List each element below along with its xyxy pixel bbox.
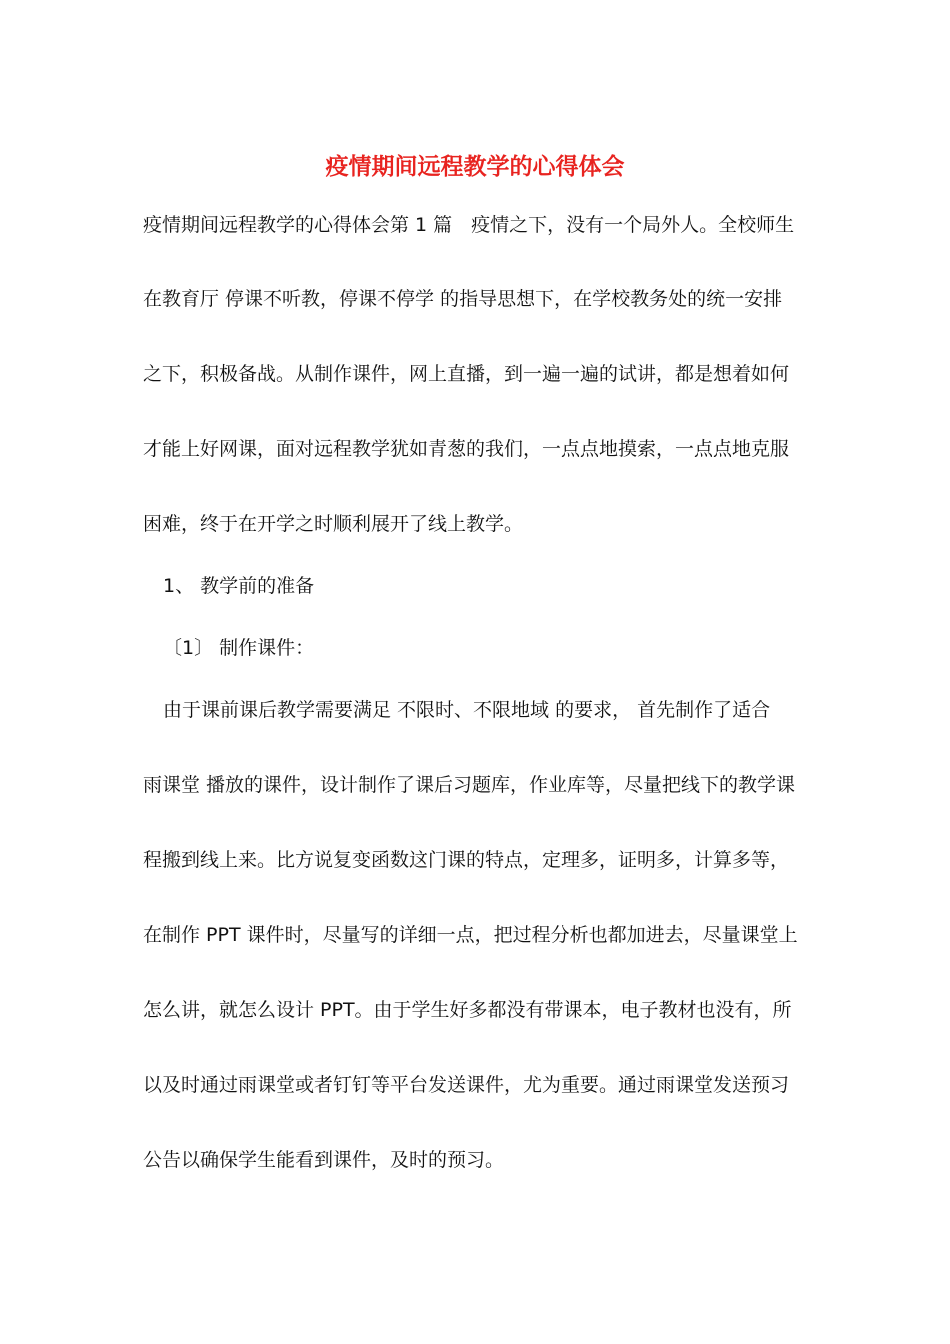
body-line-10: 程搬到线上来。比方说复变函数这门课的特点，定理多，证明多，计算多等， bbox=[143, 849, 790, 871]
subsection-heading: 〔1〕 制作课件： bbox=[163, 637, 315, 659]
body-line-12: 怎么讲，就怎么设计 PPT。由于学生好多都没有带课本，电子教材也没有，所 bbox=[143, 999, 792, 1021]
body-line-8: 由于课前课后教学需要满足 不限时、不限地域 的要求， 首先制作了适合 bbox=[163, 699, 771, 721]
body-line-2: 在教育厅 停课不听教，停课不停学 的指导思想下，在学校教务处的统一安排 bbox=[143, 288, 783, 310]
document-title: 疫情期间远程教学的心得体会 bbox=[325, 153, 625, 180]
section-heading: 1、 教学前的准备 bbox=[163, 575, 315, 597]
body-line-3: 之下，积极备战。从制作课件，网上直播，到一遍一遍的试讲，都是想着如何 bbox=[143, 363, 790, 385]
body-line-11: 在制作 PPT 课件时，尽量写的详细一点，把过程分析也都加进去，尽量课堂上 bbox=[143, 924, 798, 946]
body-line-14: 公告以确保学生能看到课件，及时的预习。 bbox=[143, 1149, 505, 1171]
body-line-1: 疫情期间远程教学的心得体会第 1 篇 疫情之下，没有一个局外人。全校师生 bbox=[143, 214, 795, 236]
body-line-4: 才能上好网课，面对远程教学犹如青葱的我们，一点点地摸索，一点点地克服 bbox=[143, 438, 790, 460]
body-line-5: 困难，终于在开学之时顺利展开了线上教学。 bbox=[143, 513, 524, 535]
body-line-9: 雨课堂 播放的课件，设计制作了课后习题库，作业库等，尽量把线下的教学课 bbox=[143, 774, 796, 796]
body-line-13: 以及时通过雨课堂或者钉钉等平台发送课件，尤为重要。通过雨课堂发送预习 bbox=[143, 1074, 790, 1096]
